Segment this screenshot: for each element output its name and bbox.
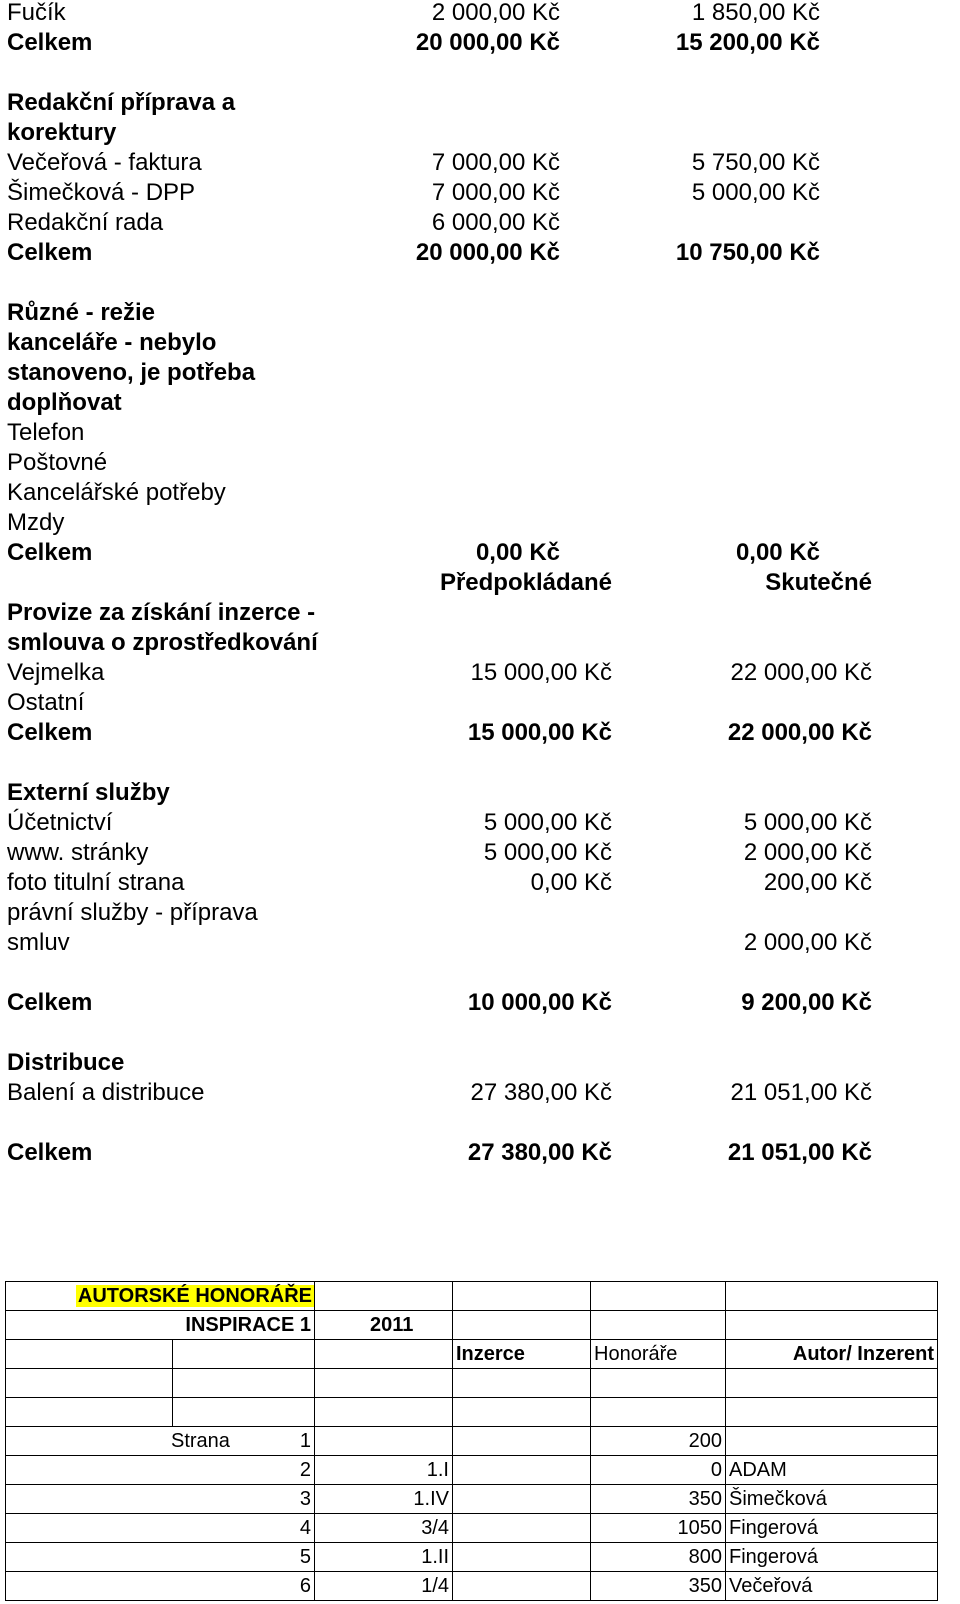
row-actual: 5 000,00 Kč <box>691 179 820 206</box>
fee-cell: 350 <box>591 1572 726 1601</box>
total-label: Celkem <box>7 239 93 266</box>
table-row <box>6 1572 938 1601</box>
magazine-name: INSPIRACE 1 <box>6 1311 315 1340</box>
total-label: Celkem <box>7 1139 93 1166</box>
author-cell: Šimečková <box>726 1485 938 1514</box>
row-actual: 200,00 Kč <box>763 869 872 896</box>
table-row <box>6 1311 938 1340</box>
ad-cell <box>315 1427 453 1456</box>
author-column-header: Autor/ Inzerent <box>726 1340 938 1369</box>
total-planned: 20 000,00 Kč <box>415 239 560 266</box>
fee-cell: 200 <box>591 1427 726 1456</box>
author-cell: Večeřová <box>726 1572 938 1601</box>
row-label: www. stránky <box>7 839 149 866</box>
total-label: Celkem <box>7 539 93 566</box>
misc-heading: kanceláře - nebylo <box>7 329 217 356</box>
fee-cell: 350 <box>591 1485 726 1514</box>
page-label: Strana <box>171 1430 230 1452</box>
editorial-heading: Redakční příprava a <box>7 89 236 116</box>
distribution-heading: Distribuce <box>7 1049 125 1076</box>
total-actual: 15 200,00 Kč <box>675 29 820 56</box>
honoraria-table <box>5 1281 938 1601</box>
fee-cell: 800 <box>591 1543 726 1572</box>
fucik-actual: 1 850,00 Kč <box>691 0 820 26</box>
ad-cell: 3/4 <box>315 1514 453 1543</box>
fucik-planned: 2 000,00 Kč <box>431 0 560 26</box>
total-planned: 10 000,00 Kč <box>467 989 612 1016</box>
row-label: Mzdy <box>7 509 65 536</box>
table-row <box>6 1514 938 1543</box>
table-row <box>6 1369 938 1398</box>
row-label: smluv <box>7 929 70 956</box>
ad-cell: 1/4 <box>315 1572 453 1601</box>
row-label: foto titulní strana <box>7 869 185 896</box>
commission-heading: smlouva o zprostředkování <box>7 629 318 656</box>
row-planned: 0,00 Kč <box>530 869 612 896</box>
total-actual: 22 000,00 Kč <box>727 719 872 746</box>
fee-cell: 1050 <box>591 1514 726 1543</box>
total-actual: 9 200,00 Kč <box>741 989 872 1016</box>
page-number: 4 <box>6 1514 315 1543</box>
ads-column-header: Inzerce <box>453 1340 591 1369</box>
total-actual: 21 051,00 Kč <box>727 1139 872 1166</box>
ad-cell: 1.IV <box>315 1485 453 1514</box>
total-label: Celkem <box>7 989 93 1016</box>
total-label: Celkem <box>7 719 93 746</box>
table-row <box>6 1340 938 1369</box>
author-cell <box>726 1427 938 1456</box>
row-label: Balení a distribuce <box>7 1079 205 1106</box>
row-actual: 2 000,00 Kč <box>743 839 872 866</box>
fucik-label: Fučík <box>7 0 66 26</box>
row-label: právní služby - příprava <box>7 899 258 926</box>
table-row <box>6 1398 938 1427</box>
author-cell: Fingerová <box>726 1514 938 1543</box>
table-row <box>6 1427 938 1456</box>
row-planned: 27 380,00 Kč <box>470 1079 612 1106</box>
total-label: Celkem <box>7 29 93 56</box>
misc-heading: stanoveno, je potřeba <box>7 359 256 386</box>
row-planned: 5 000,00 Kč <box>483 839 612 866</box>
row-actual: 5 750,00 Kč <box>691 149 820 176</box>
row-actual: 21 051,00 Kč <box>730 1079 872 1106</box>
fees-column-header: Honoráře <box>591 1340 726 1369</box>
total-planned: 0,00 Kč <box>475 539 560 566</box>
total-planned: 20 000,00 Kč <box>415 29 560 56</box>
honoraria-title: AUTORSKÉ HONORÁŘE <box>77 1285 312 1307</box>
row-label: Večeřová - faktura <box>7 149 202 176</box>
author-cell: ADAM <box>726 1456 938 1485</box>
misc-heading: doplňovat <box>7 389 122 416</box>
page-number: 1 <box>299 1430 311 1452</box>
table-row <box>6 1543 938 1572</box>
misc-heading: Různé - režie <box>7 299 156 326</box>
row-label: Telefon <box>7 419 85 446</box>
actual-column-header: Skutečné <box>765 569 872 596</box>
page-number: 5 <box>6 1543 315 1572</box>
table-row <box>6 1456 938 1485</box>
page-number: 3 <box>6 1485 315 1514</box>
row-actual: 5 000,00 Kč <box>743 809 872 836</box>
row-actual: 22 000,00 Kč <box>730 659 872 686</box>
table-row <box>6 1485 938 1514</box>
row-actual: 2 000,00 Kč <box>743 929 872 956</box>
row-label: Šimečková - DPP <box>7 179 196 206</box>
fee-cell: 0 <box>591 1456 726 1485</box>
row-planned: 5 000,00 Kč <box>483 809 612 836</box>
total-actual: 10 750,00 Kč <box>675 239 820 266</box>
page-number: 2 <box>6 1456 315 1485</box>
row-planned: 15 000,00 Kč <box>470 659 612 686</box>
row-label: Poštovné <box>7 449 108 476</box>
row-label: Vejmelka <box>7 659 105 686</box>
external-heading: Externí služby <box>7 779 170 806</box>
row-planned: 7 000,00 Kč <box>431 179 560 206</box>
page-number: 6 <box>6 1572 315 1601</box>
row-planned: 7 000,00 Kč <box>431 149 560 176</box>
row-label: Ostatní <box>7 689 85 716</box>
table-row <box>6 1282 938 1311</box>
ad-cell: 1.I <box>315 1456 453 1485</box>
editorial-heading: korektury <box>7 119 117 146</box>
row-label: Kancelářské potřeby <box>7 479 226 506</box>
total-actual: 0,00 Kč <box>735 539 820 566</box>
row-planned: 6 000,00 Kč <box>431 209 560 236</box>
total-planned: 27 380,00 Kč <box>467 1139 612 1166</box>
planned-column-header: Předpokládané <box>439 569 612 596</box>
author-cell: Fingerová <box>726 1543 938 1572</box>
ad-cell: 1.II <box>315 1543 453 1572</box>
row-label: Redakční rada <box>7 209 164 236</box>
total-planned: 15 000,00 Kč <box>467 719 612 746</box>
commission-heading: Provize za získání inzerce - <box>7 599 316 626</box>
year: 2011 <box>315 1311 453 1340</box>
row-label: Účetnictví <box>7 809 113 836</box>
